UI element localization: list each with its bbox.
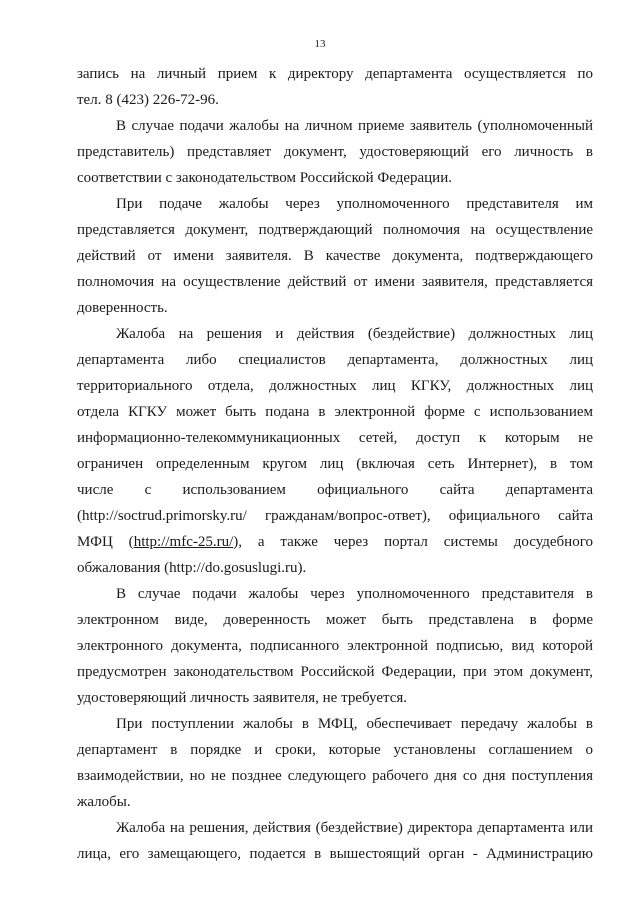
text-line: полномочия на осуществление действий от имени заявителя, представляется: [77, 274, 593, 290]
page-number: 13: [314, 38, 326, 50]
text-line: Жалоба на решения, действия (бездействие) директора департамента или: [116, 820, 593, 836]
text-line: обжалования (http://do.gosuslugi.ru).: [77, 560, 307, 576]
text-line: В случае подачи жалобы на личном приеме заявитель (уполномоченный: [116, 118, 593, 134]
text-line: В случае подачи жалобы через уполномоченного представителя в: [116, 586, 593, 602]
text-line: территориального отдела, должностных лиц КГКУ, должностных лиц: [77, 378, 593, 394]
text-line: соответствии с законодательством Российской Федерации.: [77, 170, 452, 186]
text-line: тел. 8 (423) 226-72-96.: [77, 92, 219, 108]
text-line: предусмотрен законодательством Российской Федерации, при этом документ,: [77, 664, 593, 680]
text-line: удостоверяющий личность заявителя, не требуется.: [77, 690, 408, 706]
text-line: Жалоба на решения и действия (бездействие) должностных лиц: [116, 326, 593, 342]
text-line: запись на личный прием к директору департамента осуществляется по: [77, 66, 593, 82]
text-line: лица, его замещающего, подается в вышестоящий орган - Администрацию: [77, 846, 593, 862]
text-line: жалобы.: [77, 794, 131, 810]
text-line: департамент в порядке и сроки, которые установлены соглашением о: [77, 742, 593, 758]
text-line: При подаче жалобы через уполномоченного представителя им: [116, 196, 593, 212]
document-body: [77, 61, 593, 867]
text-line: электронном виде, доверенность может быть представлена в форме: [77, 612, 593, 628]
text-line: департамента либо специалистов департамента, должностных лиц: [77, 352, 593, 368]
text-line: представитель) представляет документ, удостоверяющий его личность в: [77, 144, 593, 160]
text-line: информационно-телекоммуникационных сетей, доступ к которым не: [77, 430, 593, 446]
text-line: числе с использованием официального сайта департамента: [77, 482, 593, 498]
text-line: доверенность.: [77, 300, 168, 316]
text-line: МФЦ (http://mfc-25.ru/), а также через портал системы досудебного: [77, 534, 593, 550]
text-line: (http://soctrud.primorsky.ru/ гражданам/вопрос-ответ), официального сайта: [77, 508, 593, 524]
mfc-link[interactable]: http://mfc-25.ru/: [133, 534, 234, 550]
text-line: действий от имени заявителя. В качестве документа, подтверждающего: [77, 248, 593, 264]
text-line: отдела КГКУ может быть подана в электронной форме с использованием: [77, 404, 593, 420]
text-line: электронного документа, подписанного электронной подписью, вид которой: [77, 638, 593, 654]
text-line: взаимодействии, но не позднее следующего рабочего дня со дня поступления: [77, 768, 593, 784]
text-line: При поступлении жалобы в МФЦ, обеспечивает передачу жалобы в: [116, 716, 593, 732]
text-line: ограничен определенным кругом лиц (включая сеть Интернет), в том: [77, 456, 593, 472]
text-line: представляется документ, подтверждающий полномочия на осуществление: [77, 222, 593, 238]
